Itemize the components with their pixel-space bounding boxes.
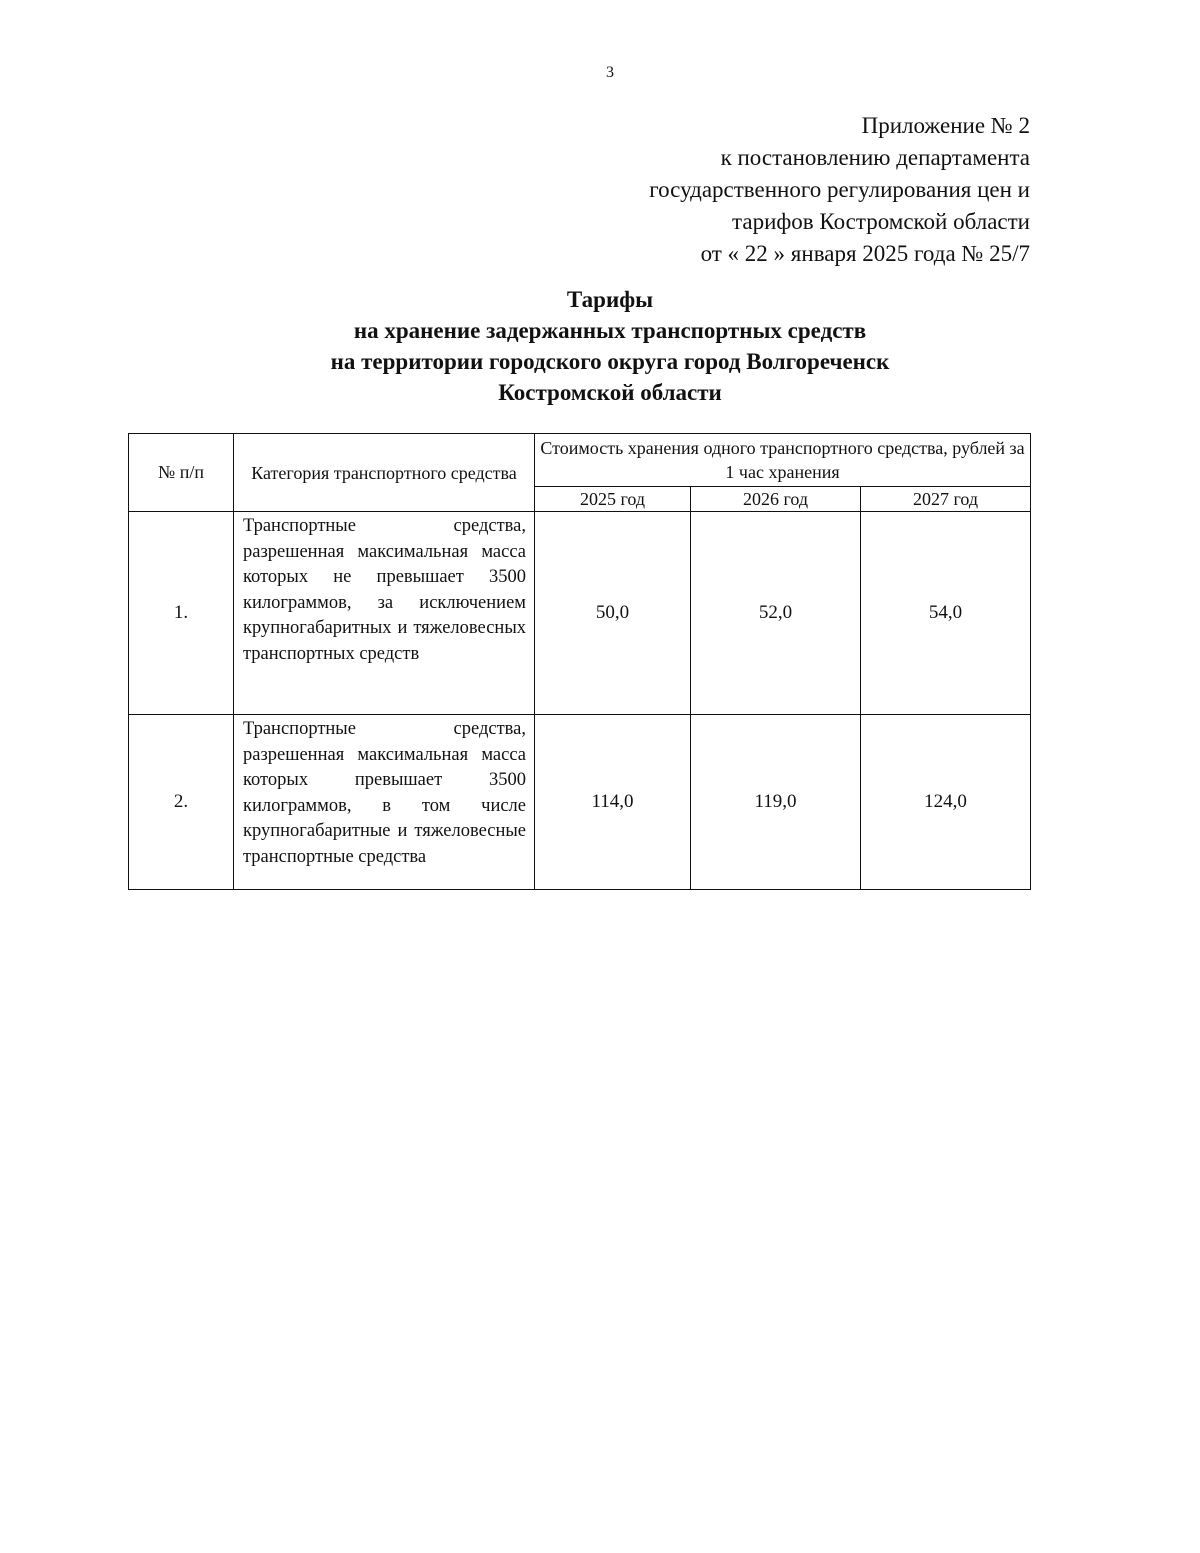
document-title xyxy=(150,284,1070,408)
table-row xyxy=(129,512,1031,715)
appendix-line: тарифов Костромской области xyxy=(732,209,1030,234)
row-value-2027: 124,0 xyxy=(861,715,1031,890)
row-value-2025: 50,0 xyxy=(535,512,691,715)
title-line: на территории городского округа город Волгореченск xyxy=(330,349,890,374)
row-value-2025: 114,0 xyxy=(535,715,691,890)
appendix-line: государственного регулирования цен и xyxy=(649,177,1030,202)
appendix-line: Приложение № 2 xyxy=(861,113,1030,138)
header-year-2026: 2026 год xyxy=(691,487,861,512)
row-value-2027: 54,0 xyxy=(861,512,1031,715)
title-line: Костромской области xyxy=(498,380,722,405)
row-number: 2. xyxy=(129,715,234,890)
appendix-line: от « 22 » января 2025 года № 25/7 xyxy=(700,241,1030,266)
header-year-2027: 2027 год xyxy=(861,487,1031,512)
header-year-2025: 2025 год xyxy=(535,487,691,512)
title-line: Тарифы xyxy=(566,287,654,312)
row-category: Транспортные средства, разрешенная максимальная масса которых превышает 3500 килограммов, в том числе крупногабаритные и тяжеловесные транспортные средства xyxy=(234,715,535,890)
header-num: № п/п xyxy=(129,434,234,512)
header-category: Категория транспортного средства xyxy=(234,434,535,512)
appendix-line: к постановлению департамента xyxy=(720,145,1030,170)
appendix-block xyxy=(470,110,1030,270)
row-value-2026: 119,0 xyxy=(691,715,861,890)
table-row xyxy=(129,715,1031,890)
tariffs-table xyxy=(128,433,1031,890)
row-category: Транспортные средства, разрешенная максимальная масса которых не превышает 3500 килограммов, за исключением крупногабаритных и тяжеловесных транспортных средств xyxy=(234,512,535,715)
title-line: на хранение задержанных транспортных средств xyxy=(353,318,867,343)
row-value-2026: 52,0 xyxy=(691,512,861,715)
row-number: 1. xyxy=(129,512,234,715)
header-cost: Стоимость хранения одного транспортного средства, рублей за 1 час хранения xyxy=(535,434,1031,487)
page-number: 3 xyxy=(606,64,614,81)
